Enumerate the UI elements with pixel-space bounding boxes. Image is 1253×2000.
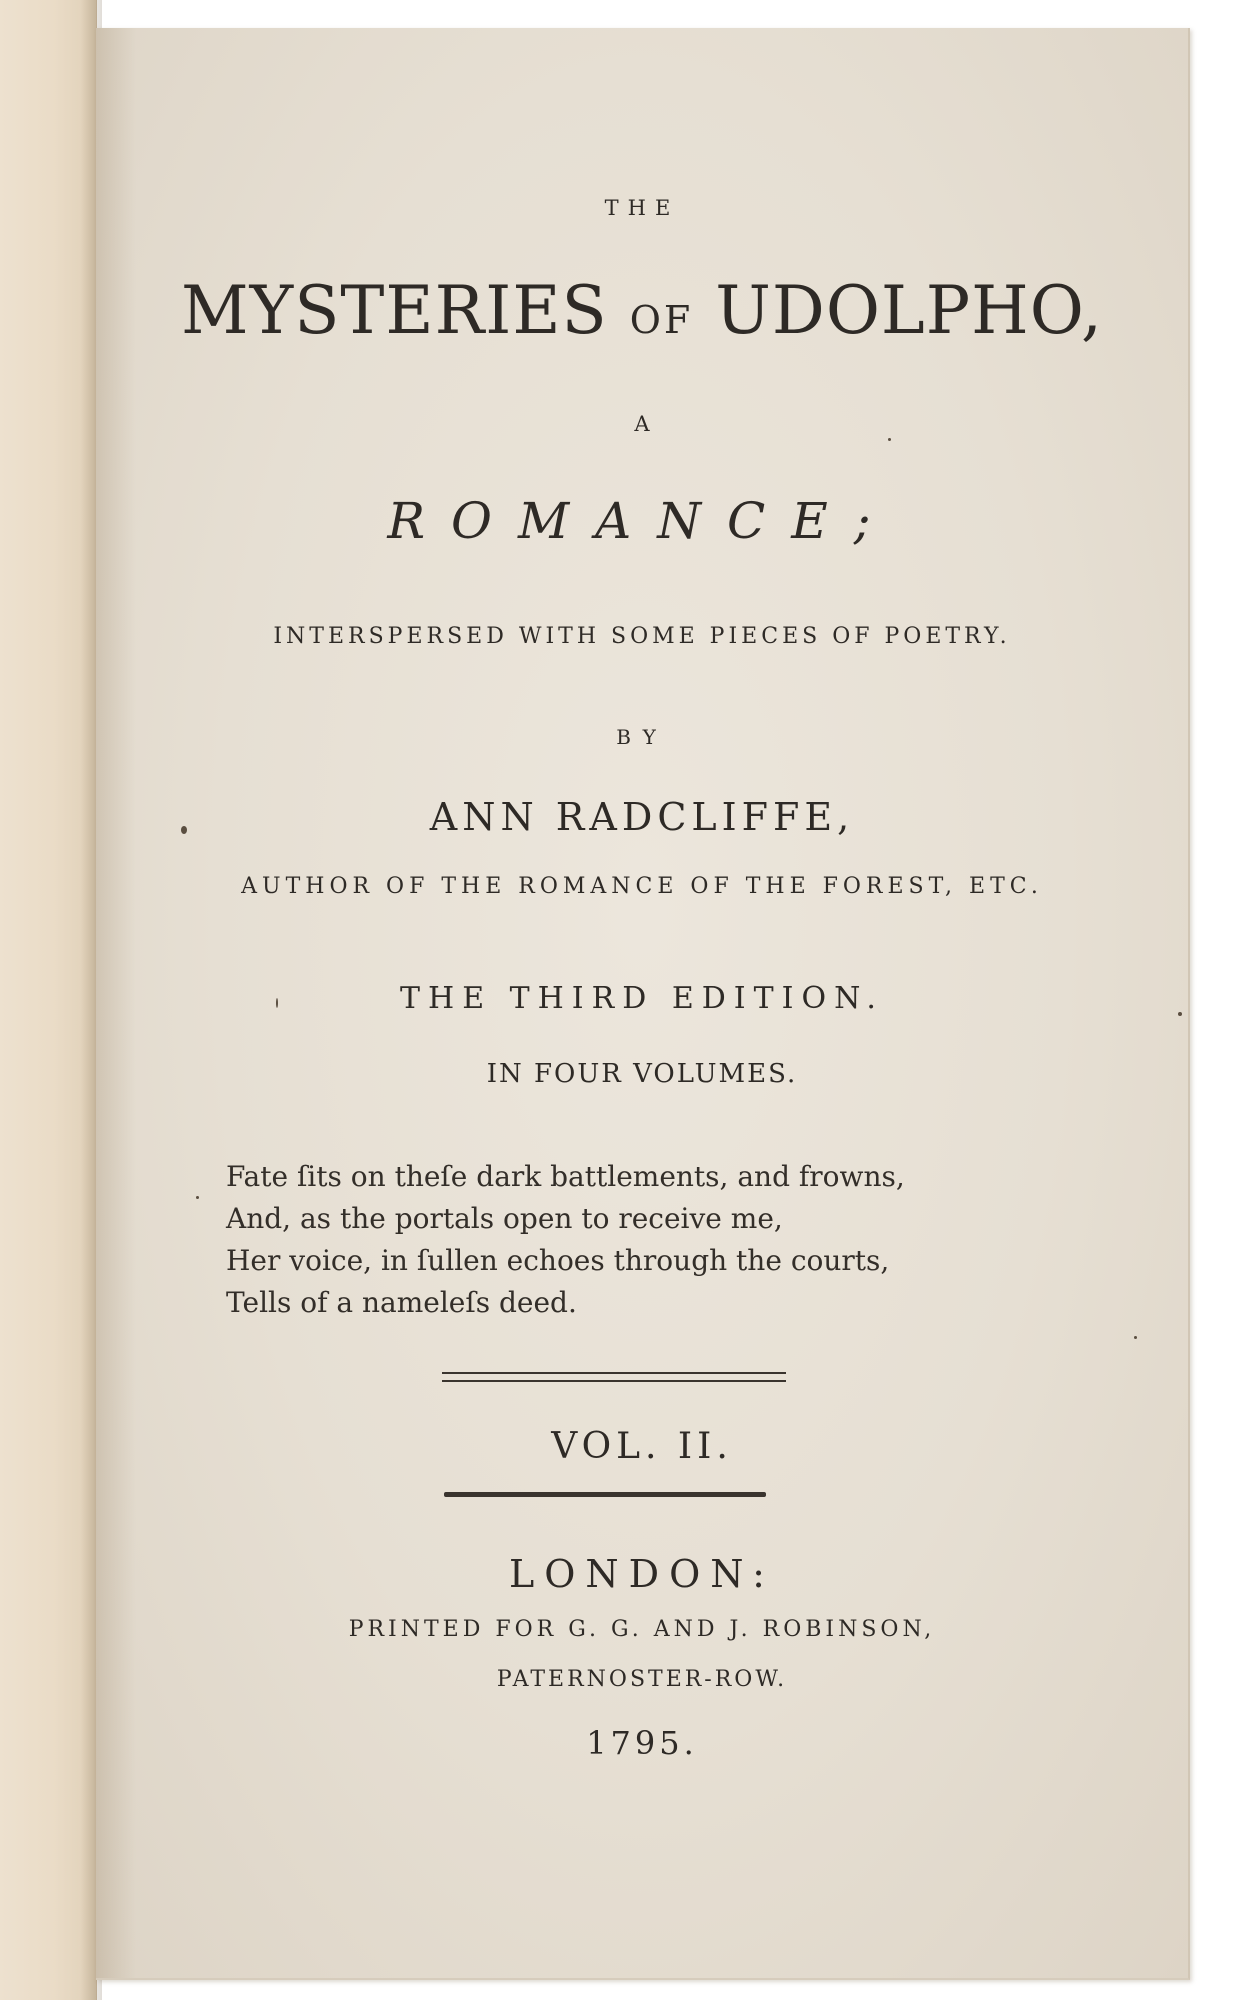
author-credits: AUTHOR OF THE ROMANCE OF THE FOREST, ETC.	[241, 874, 1043, 899]
paper-speck	[181, 826, 187, 834]
author-name: ANN RADCLIFFE,	[429, 795, 855, 839]
paper-speck	[1178, 1012, 1182, 1016]
paper-speck	[196, 1196, 199, 1199]
imprint-city: LONDON:	[509, 1552, 775, 1596]
epigraph-line: Tells of a nameleſs deed.	[226, 1286, 577, 1319]
imprint-address: PATERNOSTER-ROW.	[496, 1667, 788, 1692]
double-rule-lower	[442, 1380, 786, 1382]
thick-rule	[444, 1492, 766, 1497]
paper-speck	[276, 998, 278, 1008]
imprint-printer: PRINTED FOR G. G. AND J. ROBINSON,	[348, 1617, 936, 1642]
epigraph	[226, 1156, 905, 1324]
edition-line: THE THIRD EDITION.	[400, 981, 884, 1016]
by-line: BY	[616, 725, 668, 749]
title-the: THE	[604, 196, 680, 220]
paper-speck	[1134, 1336, 1137, 1339]
epigraph-line: Her voice, in ſullen echoes through the courts,	[226, 1244, 890, 1277]
volume-number: VOL. II.	[551, 1426, 733, 1467]
book-title-part2: UDOLPHO,	[715, 272, 1103, 349]
book-title	[96, 272, 1188, 349]
subtitle-line: INTERSPERSED WITH SOME PIECES OF POETRY.	[273, 624, 1011, 649]
epigraph-line: And, as the portals open to receive me,	[226, 1202, 783, 1235]
double-rule-upper	[442, 1372, 786, 1374]
paper-speck	[888, 438, 891, 441]
article-a: A	[634, 412, 650, 436]
book-title-part1: MYSTERIES	[181, 272, 608, 349]
volumes-line: IN FOUR VOLUMES.	[486, 1059, 798, 1089]
epigraph-line: Fate ſits on theſe dark battlements, and frowns,	[226, 1160, 905, 1193]
book-title-of: OF	[629, 298, 694, 342]
imprint-year: 1795.	[586, 1724, 698, 1762]
romance-heading: ROMANCE;	[387, 492, 897, 550]
